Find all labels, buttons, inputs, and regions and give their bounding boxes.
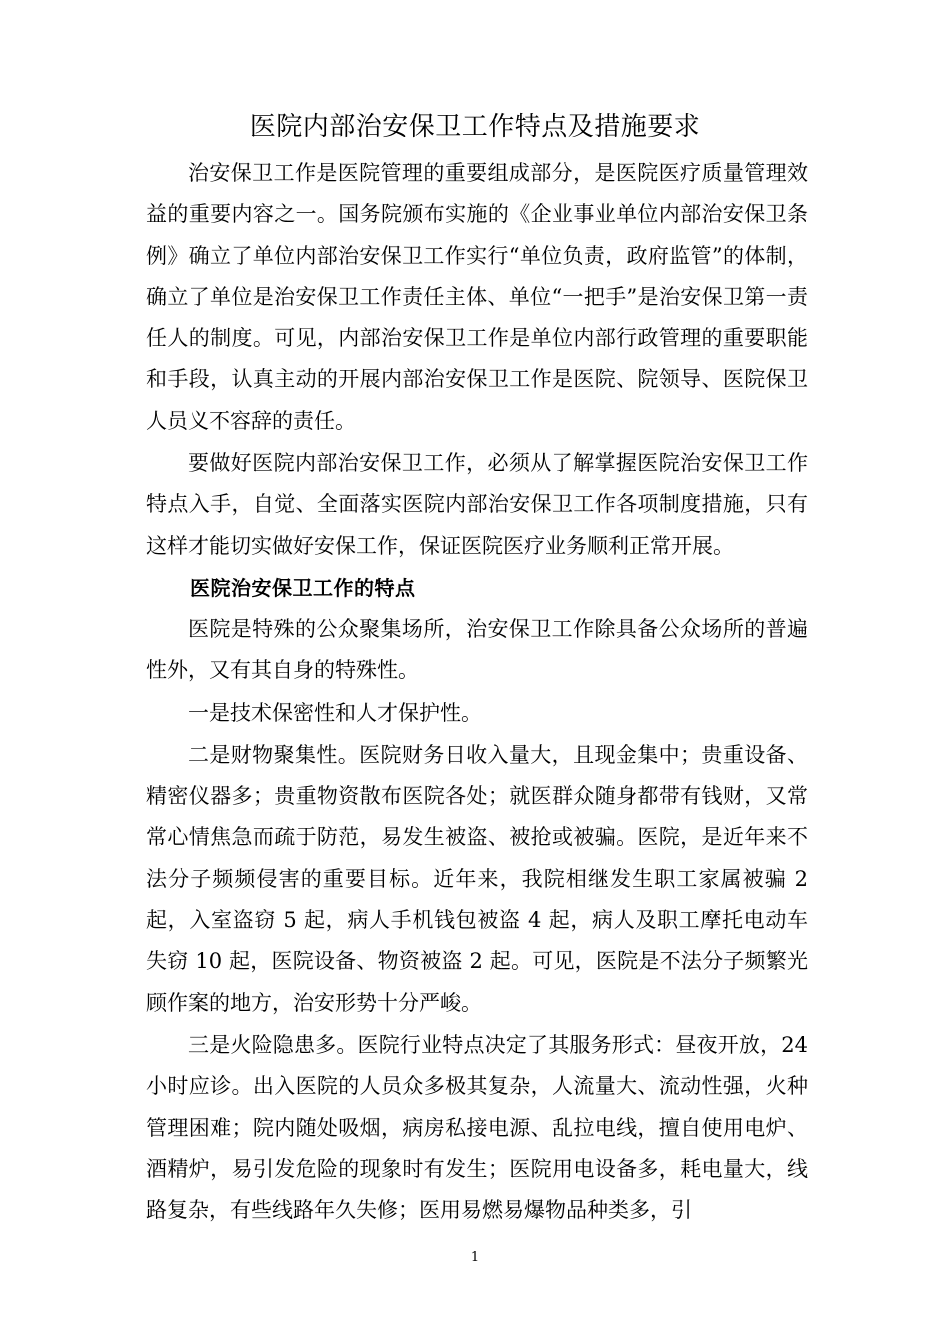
paragraph-overview: 医院是特殊的公众聚集场所，治安保卫工作除具备公众场所的普遍性外，又有其自身的特殊性。 <box>146 616 808 683</box>
page-number: 1 <box>470 1250 480 1265</box>
paragraph-point-one: 一是技术保密性和人才保护性。 <box>188 700 482 725</box>
paragraph-point-two: 二是财物聚集性。医院财务日收入量大，且现金集中；贵重设备、精密仪器多；贵重物资散布医院各处；就医群众随身都带有钱财，又常常心情焦急而疏于防范，易发生被盗、被抢或被骗。医院，是近年来不法分子频频侵害的重要目标。近年来，我院相继发生职工家属被骗 2 起，入室盗窃 5 起，病人手机钱包被盗 4 起，病人及职工摩托电动车失窃 10 起，医院设备、物资被盗 2 起。可见，医院是不法分子频繁光顾作案的地方，治安形势十分严峻。 <box>146 742 808 1015</box>
paragraph-requirement: 要做好医院内部治安保卫工作，必须从了解掌握医院治安保卫工作特点入手，自觉、全面落实医院内部治安保卫工作各项制度措施，只有这样才能切实做好安保工作，保证医院医疗业务顺利正常开展。 <box>146 451 808 558</box>
paragraph-intro: 治安保卫工作是医院管理的重要组成部分，是医院医疗质量管理效益的重要内容之一。国务院颁布实施的《企业事业单位内部治安保卫条例》确立了单位内部治安保卫工作实行“单位负责，政府监管”的体制，确立了单位是治安保卫工作责任主体、单位“一把手”是治安保卫第一责任人的制度。可见，内部治安保卫工作是单位内部行政管理的重要职能和手段，认真主动的开展内部治安保卫工作是医院、院领导、医院保卫人员义不容辞的责任。 <box>146 161 808 433</box>
paragraph-point-three: 三是火险隐患多。医院行业特点决定了其服务形式：昼夜开放，24 小时应诊。出入医院的人员众多极其复杂，人流量大、流动性强，火种管理困难；院内随处吸烟，病房私接电源、乱拉电线，擅自使用电炉、酒精炉，易引发危险的现象时有发生；医院用电设备多，耗电量大，线路复杂，有些线路年久失修；医用易燃易爆物品种类多，引 <box>146 1032 808 1223</box>
document-title: 医院内部治安保卫工作特点及措施要求 <box>249 112 701 142</box>
section-heading: 医院治安保卫工作的特点 <box>190 575 416 600</box>
document-body <box>146 153 808 1231</box>
